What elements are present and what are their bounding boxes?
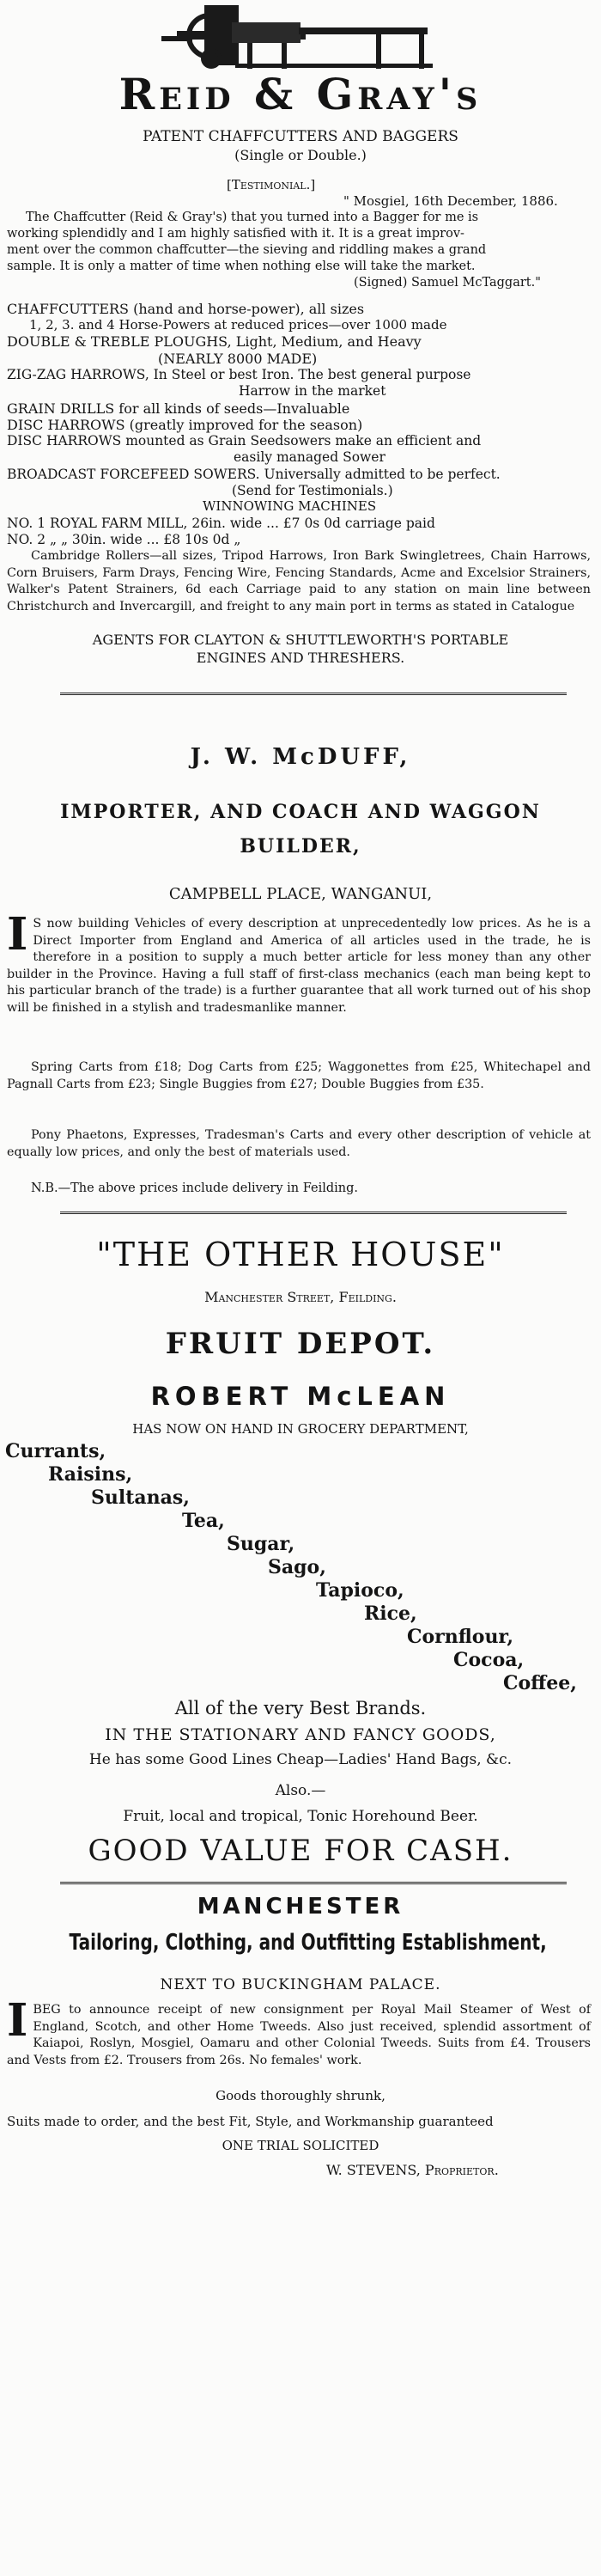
mcduff-paragraph-1-text: S now building Vehicles of every description at unprecedentedly low prices. As he is a Direct Importer from England and America of all articles used in the trade, he is therefore in a position to supply a much better article for less money than any other builder in the Province. Having a full staff of first-class mechanics (each man being kept to his particular branch of the trade) is a further guarantee that all work turned out of his shop will be finished in a stylish and tradesmanlike manner. <box>7 917 591 1015</box>
fruit-local-tropical-line: Fruit, local and tropical, Tonic Horehound Beer. <box>123 1808 478 1825</box>
goods-shrunk-line: Goods thoroughly shrunk, <box>216 2088 385 2103</box>
product-line-disc-harrows-improved: DISC HARROWS (greatly improved for the season) <box>7 417 363 433</box>
product-line-send-testimonials: (Send for Testimonials.) <box>232 483 393 498</box>
testimonial-heading: [Testimonial.] <box>227 177 316 192</box>
product-line-winnowing: WINNOWING MACHINES <box>203 498 377 514</box>
mcduff-address: CAMPBELL PLACE, WANGANUI, <box>168 885 433 903</box>
grocery-item-raisins: Raisins, <box>48 1463 133 1486</box>
reid-gray-title: Reid & Gray's <box>118 69 483 119</box>
manchester-paragraph-text: BEG to announce receipt of new consignment per Royal Mail Steamer of West of England, Scotch, and other Home Tweeds. Also just received, splendid assortment of Kaiapoi, Roslyn, Mosgiel, Oamaru and other Colonial Tweeds. Suits from £4. Trousers and Vests from £2. Trousers from 26s. No females' work. <box>7 2003 591 2067</box>
suits-made-to-order-line: Suits made to order, and the best Fit, Style, and Workmanship guaranteed <box>7 2114 494 2129</box>
other-house-title: "THE OTHER HOUSE" <box>96 1236 505 1273</box>
grocery-item-tea: Tea, <box>182 1510 225 1532</box>
fruit-depot-heading: FRUIT DEPOT. <box>165 1327 436 1361</box>
grocery-item-cornflour: Cornflour, <box>407 1626 514 1648</box>
agents-line-2: ENGINES AND THRESHERS. <box>196 650 405 666</box>
one-trial-solicited-line: ONE TRIAL SOLICITED <box>222 2138 379 2153</box>
also-line: Also.— <box>275 1782 326 1799</box>
testimonial-line-2: working splendidly and I am highly satisfied with it. It is a great improv- <box>7 227 464 241</box>
good-value-for-cash-heading: GOOD VALUE FOR CASH. <box>88 1834 513 1868</box>
grocery-item-tapioco: Tapioco, <box>316 1579 404 1602</box>
mcduff-prices-paragraph: Spring Carts from £18; Dog Carts from £25; Waggonettes from £25, Whitechapel and Pagnall Carts from £23; Single Buggies from £27; Double Buggies from £35. <box>7 1060 591 1091</box>
robert-mclean-name: ROBERT McLEAN <box>150 1382 451 1411</box>
grocery-item-sago: Sago, <box>268 1556 326 1578</box>
product-line-zigzag-harrows: ZIG-ZAG HARROWS, In Steel or best Iron. The best general purpose <box>7 367 471 382</box>
testimonial-signature: (Signed) Samuel McTaggart." <box>354 276 541 290</box>
divider-otherhouse-manchester <box>60 1882 567 1884</box>
mcduff-paragraph-1 <box>7 908 591 1016</box>
product-line-ploughs: DOUBLE & TREBLE PLOUGHS, Light, Medium, and Heavy <box>7 333 422 350</box>
testimonial-line-4: sample. It is only a matter of time when nothing else will take the market. <box>7 259 476 273</box>
divider-reid-mcduff <box>60 693 567 695</box>
grocery-item-currants: Currants, <box>5 1440 106 1462</box>
manchester-drop-cap: I <box>7 1994 28 2047</box>
mcduff-delivery-note: N.B.—The above prices include delivery in Feilding. <box>31 1181 359 1195</box>
testimonial-date: " Mosgiel, 16th December, 1886. <box>343 193 558 209</box>
mcduff-name: J. W. McDUFF, <box>190 744 411 770</box>
testimonial-line-1: The Chaffcutter (Reid & Gray's) that you turned into a Bagger for me is <box>26 211 479 224</box>
manchester-subtitle: Tailoring, Clothing, and Outfitting Establishment, <box>69 1930 547 1956</box>
mcduff-importer-line: IMPORTER, AND COACH AND WAGGON <box>60 801 541 823</box>
mcduff-drop-cap: I <box>7 908 28 961</box>
product-line-horse-powers: 1, 2, 3. and 4 Horse-Powers at reduced prices—over 1000 made <box>29 317 447 333</box>
grocery-item-sultanas: Sultanas, <box>91 1486 190 1509</box>
proprietor-line: W. STEVENS, Proprietor. <box>326 2162 499 2178</box>
product-line-farm-mill-1: NO. 1 ROYAL FARM MILL, 26in. wide ... £7 0s 0d carriage paid <box>7 516 435 531</box>
reid-implements-paragraph: Cambridge Rollers—all sizes, Tripod Harrows, Iron Bark Swingletrees, Chain Harrows, Corn Bruisers, Farm Drays, Fencing Wire, Fencing Standards, Acme and Excelsior Strainers, Walker's Patent Strainers, 6d each Carriage paid to any station on main line between Christchurch and Invercargill, and freight to any main port in terms as stated in Catalogue <box>7 549 591 613</box>
product-line-harrow-market: Harrow in the market <box>239 383 386 399</box>
grocery-item-cocoa: Cocoa, <box>453 1649 525 1671</box>
other-house-address: Manchester Street, Feilding. <box>204 1289 397 1305</box>
grocery-item-coffee: Coffee, <box>503 1672 577 1694</box>
product-line-chaffcutters: CHAFFCUTTERS (hand and horse-power), all sizes <box>7 301 365 317</box>
grocery-department-line: HAS NOW ON HAND IN GROCERY DEPARTMENT, <box>132 1421 469 1437</box>
product-line-nearly-made: (NEARLY 8000 MADE) <box>158 351 318 367</box>
good-lines-cheap-line: He has some Good Lines Cheap—Ladies' Hand Bags, &c. <box>88 1751 513 1768</box>
product-line-grain-drills: GRAIN DRILLS for all kinds of seeds—Invaluable <box>7 400 350 417</box>
manchester-heading: MANCHESTER <box>197 1894 404 1920</box>
manchester-paragraph <box>7 1994 591 2069</box>
product-line-disc-harrows-seedsowers: DISC HARROWS mounted as Grain Seedsowers make an efficient and <box>7 433 482 449</box>
testimonial-line-3: ment over the common chaffcutter—the sieving and riddling makes a grand <box>7 243 487 257</box>
divider-mcduff-otherhouse <box>60 1212 567 1214</box>
grocery-item-sugar: Sugar, <box>227 1533 295 1555</box>
reid-subtitle-single-double: (Single or Double.) <box>234 147 367 163</box>
mcduff-builder-line: BUILDER, <box>240 835 361 858</box>
reid-subtitle: PATENT CHAFFCUTTERS AND BAGGERS <box>143 128 458 145</box>
stationary-goods-line: IN THE STATIONARY AND FANCY GOODS, <box>105 1725 496 1744</box>
next-to-buckingham-palace: NEXT TO BUCKINGHAM PALACE. <box>160 1976 441 1993</box>
mcduff-phaetons-paragraph: Pony Phaetons, Expresses, Tradesman's Carts and every other description of vehicle at equally low prices, and only the best of materials used. <box>7 1128 591 1159</box>
best-brands-line: All of the very Best Brands. <box>174 1698 427 1718</box>
chaffcutter-illustration <box>161 2 440 72</box>
product-line-sower: easily managed Sower <box>234 449 385 465</box>
product-line-broadcast-sowers: BROADCAST FORCEFEED SOWERS. Universally admitted to be perfect. <box>7 467 501 482</box>
product-line-farm-mill-2: NO. 2 „ „ 30in. wide ... £8 10s 0d „ <box>7 532 241 547</box>
grocery-item-rice: Rice, <box>364 1602 417 1625</box>
agents-line-1: AGENTS FOR CLAYTON & SHUTTLEWORTH'S PORTABLE <box>92 632 509 648</box>
